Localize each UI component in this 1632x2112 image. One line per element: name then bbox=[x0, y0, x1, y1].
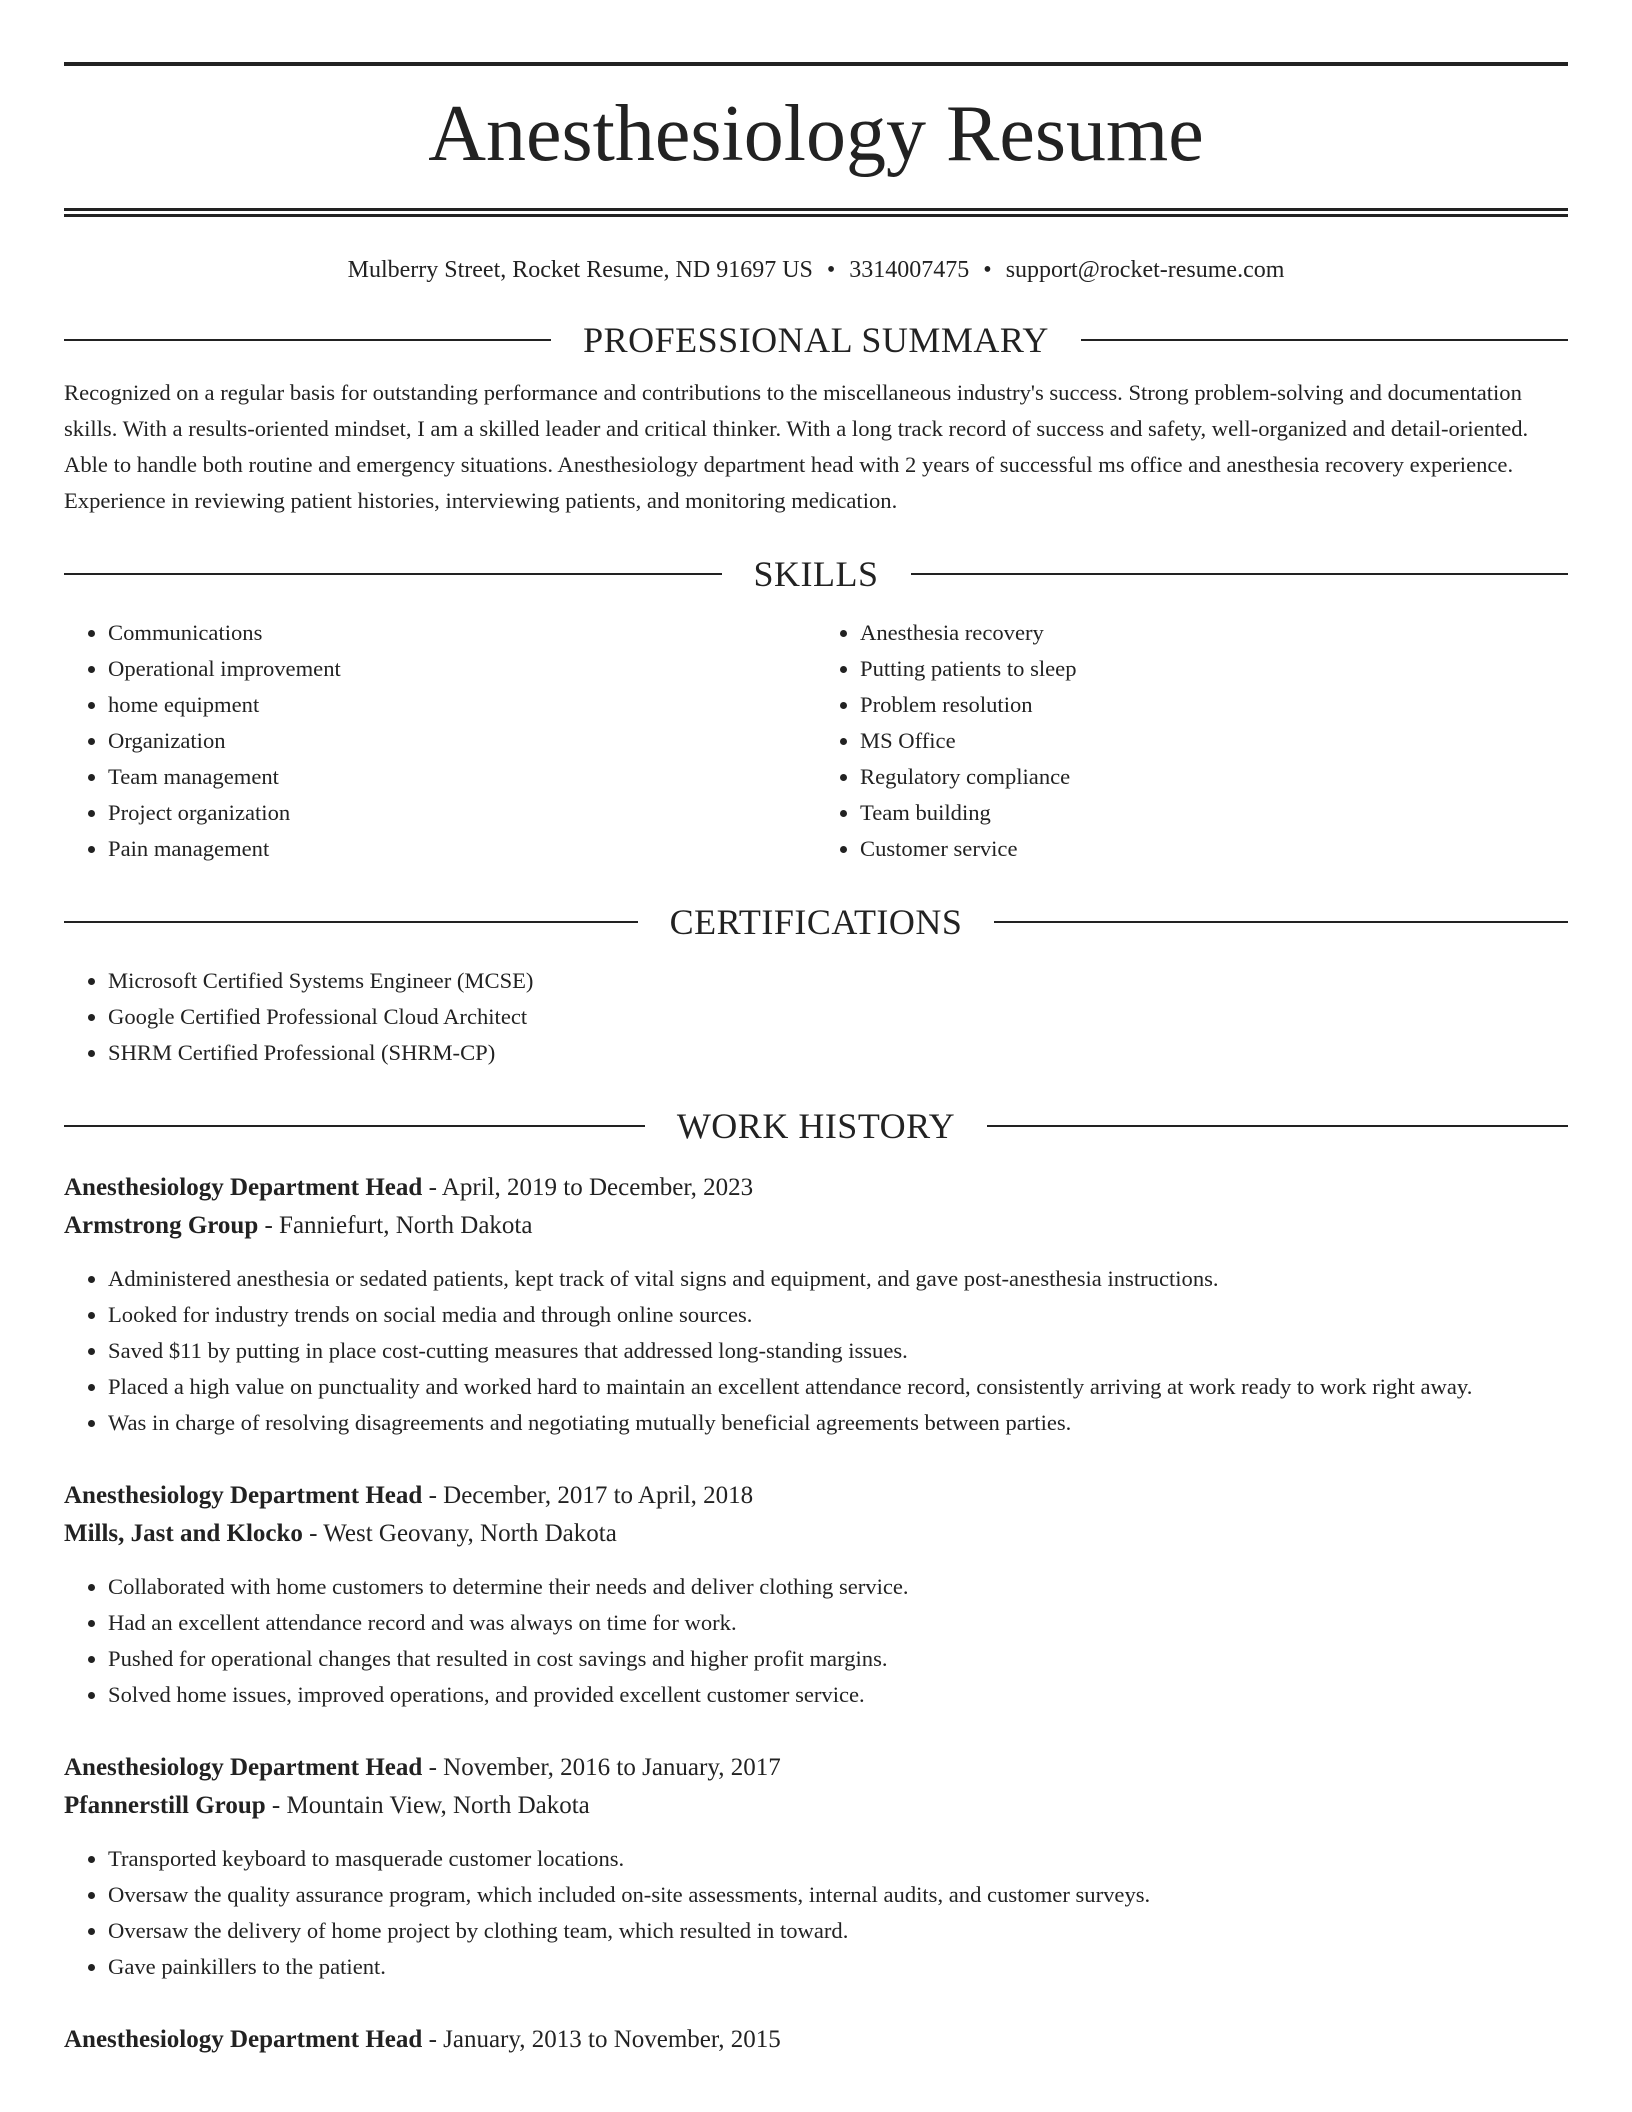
work-history-list bbox=[64, 1169, 1568, 2059]
skill-item: • Problem resolution bbox=[860, 687, 1568, 723]
job-company: Mills, Jast and Klocko bbox=[64, 1520, 303, 1547]
job-dates: - December, 2017 to April, 2018 bbox=[422, 1482, 754, 1509]
job-duty-item: • Gave painkillers to the patient. bbox=[108, 1949, 1568, 1985]
job-entry bbox=[64, 1749, 1568, 1985]
job-company-line bbox=[64, 1515, 1568, 1553]
certification-item: • Google Certified Professional Cloud Architect bbox=[108, 999, 1568, 1035]
section-rule bbox=[64, 573, 722, 575]
certification-item: • SHRM Certified Professional (SHRM-CP) bbox=[108, 1035, 1568, 1071]
section-rule bbox=[64, 339, 551, 341]
job-duties-list bbox=[64, 1569, 1568, 1713]
title-block bbox=[64, 62, 1568, 217]
job-company: Pfannerstill Group bbox=[64, 1792, 266, 1819]
job-duty-item: • Administered anesthesia or sedated patients, kept track of vital signs and equipment, and gave post-anesthesia instructions. bbox=[108, 1261, 1568, 1297]
summary-text: Recognized on a regular basis for outstanding performance and contributions to the miscellaneous industry's success. Strong problem-solving and documentation skills. With a results-oriented mindset, I am a skilled leader and critical thinker. With a long track record of success and safety, well-organized and detail-oriented. Able to handle both routine and emergency situations. Anesthesiology department head with 2 years of successful ms office and anesthesia recovery experience. Experience in reviewing patient histories, interviewing patients, and monitoring medication. bbox=[64, 380, 1529, 513]
job-duty-item: • Had an excellent attendance record and was always on time for work. bbox=[108, 1605, 1568, 1641]
job-duty-item: • Oversaw the quality assurance program, which included on-site assessments, internal audits, and customer surveys. bbox=[108, 1877, 1568, 1913]
job-title-line bbox=[64, 1169, 1568, 1207]
certification-item: • Microsoft Certified Systems Engineer (MCSE) bbox=[108, 963, 1568, 999]
job-duty-item: • Was in charge of resolving disagreements and negotiating mutually beneficial agreements between parties. bbox=[108, 1405, 1568, 1441]
skills-list-left bbox=[64, 615, 816, 867]
skills-grid bbox=[64, 615, 1568, 867]
section-title: WORK HISTORY bbox=[676, 1106, 956, 1146]
section-header-skills bbox=[64, 553, 1568, 595]
section-rule bbox=[1081, 339, 1568, 341]
job-duty-item: • Solved home issues, improved operations, and provided excellent customer service. bbox=[108, 1677, 1568, 1713]
certifications-list bbox=[64, 963, 1568, 1071]
contact-separator: • bbox=[983, 257, 992, 283]
job-title: Anesthesiology Department Head bbox=[64, 1754, 423, 1781]
job-location: - Fanniefurt, North Dakota bbox=[258, 1212, 533, 1239]
contact-address: Mulberry Street, Rocket Resume, ND 91697 US bbox=[347, 257, 813, 283]
page-title: Anesthesiology Resume bbox=[428, 90, 1204, 178]
contact-phone: 3314007475 bbox=[849, 257, 970, 283]
skill-item: • Operational improvement bbox=[108, 651, 816, 687]
section-rule bbox=[987, 1125, 1568, 1127]
job-dates: - April, 2019 to December, 2023 bbox=[422, 1174, 754, 1201]
skills-column-right bbox=[816, 615, 1568, 867]
job-dates: - January, 2013 to November, 2015 bbox=[422, 2026, 781, 2053]
skill-item: • Regulatory compliance bbox=[860, 759, 1568, 795]
job-title-line bbox=[64, 1749, 1568, 1787]
job-location: - West Geovany, North Dakota bbox=[302, 1520, 617, 1547]
section-rule bbox=[911, 573, 1569, 575]
skill-item: • Project organization bbox=[108, 795, 816, 831]
job-company-line bbox=[64, 1787, 1568, 1825]
skill-item: • Pain management bbox=[108, 831, 816, 867]
section-header-certifications bbox=[64, 901, 1568, 943]
skill-item: • Putting patients to sleep bbox=[860, 651, 1568, 687]
section-title: CERTIFICATIONS bbox=[669, 902, 963, 942]
skill-item: • Communications bbox=[108, 615, 816, 651]
contact-separator: • bbox=[826, 257, 836, 283]
job-duty-item: • Placed a high value on punctuality and worked hard to maintain an excellent attendance record, consistently arriving at work ready to work right away. bbox=[108, 1369, 1568, 1405]
skill-item: • Team building bbox=[860, 795, 1568, 831]
job-dates: - November, 2016 to January, 2017 bbox=[422, 1754, 781, 1781]
job-duty-item: • Collaborated with home customers to determine their needs and deliver clothing service. bbox=[108, 1569, 1568, 1605]
job-company: Armstrong Group bbox=[64, 1212, 259, 1239]
job-duties-list bbox=[64, 1261, 1568, 1441]
job-location: - Mountain View, North Dakota bbox=[265, 1792, 590, 1819]
job-title: Anesthesiology Department Head bbox=[64, 1482, 423, 1509]
job-duty-item: • Oversaw the delivery of home project by clothing team, which resulted in toward. bbox=[108, 1913, 1568, 1949]
section-title: PROFESSIONAL SUMMARY bbox=[583, 320, 1049, 360]
title-double-rule bbox=[64, 208, 1568, 217]
job-duty-item: • Transported keyboard to masquerade customer locations. bbox=[108, 1841, 1568, 1877]
skill-item: • MS Office bbox=[860, 723, 1568, 759]
skill-item: • Anesthesia recovery bbox=[860, 615, 1568, 651]
skill-item: • home equipment bbox=[108, 687, 816, 723]
job-title: Anesthesiology Department Head bbox=[64, 1174, 423, 1201]
skills-column-left bbox=[64, 615, 816, 867]
job-title-line bbox=[64, 1477, 1568, 1515]
contact-line bbox=[64, 255, 1568, 285]
job-duty-item: • Saved $11 by putting in place cost-cutting measures that addressed long-standing issues. bbox=[108, 1333, 1568, 1369]
skill-item: • Customer service bbox=[860, 831, 1568, 867]
job-title-line bbox=[64, 2021, 1568, 2059]
section-rule bbox=[994, 921, 1568, 923]
skill-item: • Team management bbox=[108, 759, 816, 795]
section-header-summary bbox=[64, 319, 1568, 361]
job-entry bbox=[64, 1477, 1568, 1713]
section-rule bbox=[64, 921, 638, 923]
job-entry bbox=[64, 2021, 1568, 2059]
job-entry bbox=[64, 1169, 1568, 1441]
job-title: Anesthesiology Department Head bbox=[64, 2026, 423, 2053]
job-duty-item: • Looked for industry trends on social media and through online sources. bbox=[108, 1297, 1568, 1333]
section-title: SKILLS bbox=[753, 554, 879, 594]
resume-page bbox=[64, 62, 1568, 2059]
job-duties-list bbox=[64, 1841, 1568, 1985]
skill-item: • Organization bbox=[108, 723, 816, 759]
section-header-work-history bbox=[64, 1105, 1568, 1147]
skills-list-right bbox=[816, 615, 1568, 867]
certifications-block bbox=[64, 963, 1568, 1071]
contact-email: support@rocket-resume.com bbox=[1005, 257, 1285, 283]
section-rule bbox=[64, 1125, 645, 1127]
job-company-line bbox=[64, 1207, 1568, 1245]
job-duty-item: • Pushed for operational changes that resulted in cost savings and higher profit margins. bbox=[108, 1641, 1568, 1677]
